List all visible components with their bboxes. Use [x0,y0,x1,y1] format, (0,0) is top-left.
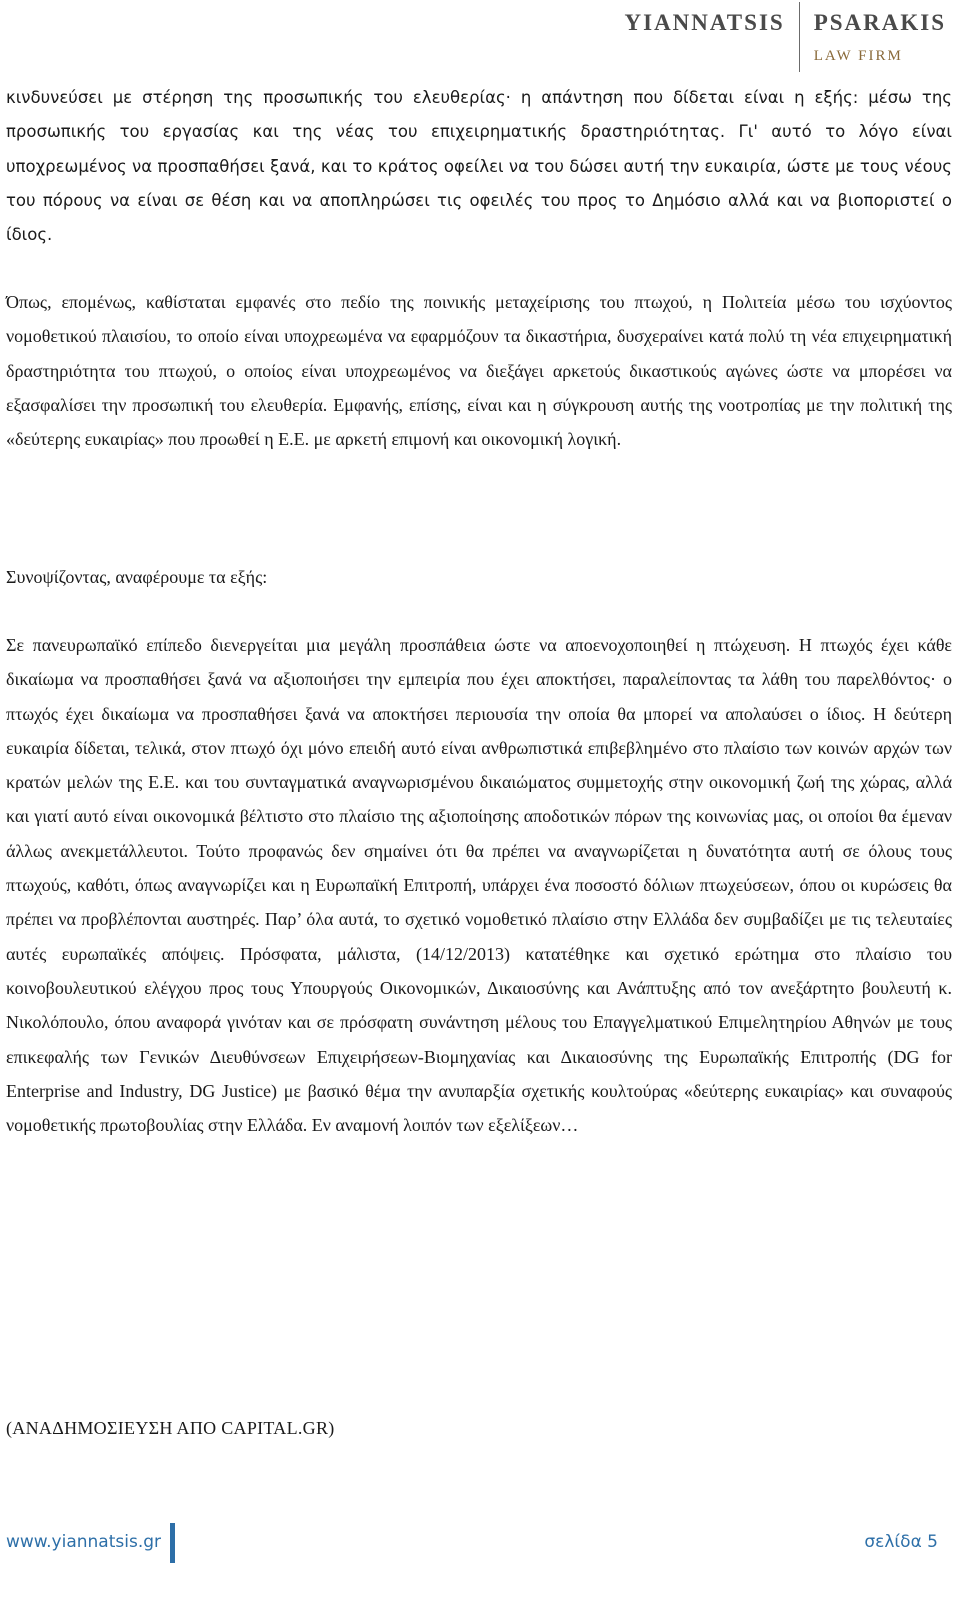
paragraph-1: κινδυνεύσει με στέρηση της προσωπικής του ελευθερίας· η απάντηση που δίδεται είναι η εξής: μέσω της προσωπικής του εργασίας και της νέας του επιχειρηματικής δραστηριότητας. Γι' αυτό το λόγο είναι υποχρεωμένος να προσπαθήσει ξανά, και το κράτος οφείλει να του δώσει αυτή την ευκαιρία, ώστε με τους νέους του πόρους να είναι σε θέση και να αποπληρώσει τις οφειλές του προς το Δημόσιο αλλά και να βιοποριστεί ο ίδιος. [6,88,952,245]
logo-subtitle: LAW FIRM [813,48,903,64]
footer-website-link[interactable]: www.yiannatsis.gr [6,1532,162,1552]
summary-heading: Συνοψίζοντας, αναφέρουμε τα εξής: [6,567,268,587]
logo-right-block [800,0,946,65]
logo-name-right: PSARAKIS [813,10,946,35]
paragraph-3: Σε πανευρωπαϊκό επίπεδο διενεργείται μια μεγάλη προσπάθεια ώστε να αποενοχοποιηθεί η πτώχευση. Η πτωχός έχει κάθε δικαίωμα να προσπαθήσει ξανά να αξιοποιήσει την εμπειρία που έχει αποκτήσει, παραλείποντας τα λάθη του παρελθόντος· ο πτωχός έχει δικαίωμα να προσπαθήσει ξανά να αποκτήσει περιουσία την οποία θα μπορεί να απολαύσει ο ίδιος. Η δεύτερη ευκαιρία δίδεται, τελικά, στον πτωχό όχι μόνο επειδή αυτό είναι ανθρωπιστικά επιβεβλημένο στο πλαίσιο των κοινών αρχών των κρατών μελών της Ε.Ε. και του συνταγματικά αναγνωρισμένου δικαιώματος συμμετοχής στην οικονομική ζωή της χώρας, αλλά και γιατί αυτό είναι οικονομικά βέλτιστο στο πλαίσιο της αξιοποίησης αποδοτικών πόρων της κοινωνίας μας, οι οποίοι θα έμεναν άλλως ανεκμετάλλευτοι. Τούτο προφανώς δεν σημαίνει ότι θα πρέπει να αναγνωρίζεται η δυνατότητα αυτή σε όλους τους πτωχούς, καθότι, όπως αναγνωρίζει και η Ευρωπαϊκή Επιτροπή, υπάρχει ένα ποσοστό δόλιων πτωχεύσεων, όπου οι κυρώσεις θα πρέπει να προβλέπονται αυστηρές. Παρ’ όλα αυτά, το σχετικό νομοθετικό πλαίσιο στην Ελλάδα δεν συμβαδίζει με τις τελευταίες αυτές ευρωπαϊκές απόψεις. Πρόσφατα, μάλιστα, (14/12/2013) κατατέθηκε και σχετικό ερώτημα στο πλαίσιο του κοινοβουλευτικού ελέγχου προς τους Υπουργούς Οικονομικών, Δικαιοσύνης και Ανάπτυξης από τον ανεξάρτητο βουλευτή κ. Νικολόπουλο, όπου αναφορά γινόταν και σε πρόσφατη συνάντηση μέλους του Επαγγελματικού Επιμελητηρίου Αθηνών με τους επικεφαλής των Γενικών Διευθύνσεων Επιχειρήσεων-Βιομηχανίας και Δικαιοσύνης της Ευρωπαϊκής Επιτροπής (DG for Enterprise and Industry, DG Justice) με βασικό θέμα την ανυπαρξία σχετικής κουλτούρας «δεύτερης ευκαιρίας» και συναφούς νομοθετικής πρωτοβουλίας στην Ελλάδα. Εν αναμονή λοιπόν των εξελίξεων… [6,635,952,1136]
page-number: σελίδα 5 [864,1532,938,1552]
logo-name-left: YIANNATSIS [624,10,785,35]
paragraph-2: Όπως, επομένως, καθίσταται εμφανές στο πεδίο της ποινικής μεταχείρισης του πτωχού, η Πολιτεία μέσω του ισχύοντος νομοθετικού πλαισίου, το οποίο είναι υποχρεωμένα να εφαρμόζουν τα δικαστήρια, δυσχεραίνει κατά πολύ τη νέα επιχειρηματική δραστηριότητα του πτωχού, ο οποίος είναι υποχρεωμένος να διεξάγει αρκετούς δικαστικούς αγώνες ώστε να μπορέσει να εξασφαλίσει την προσωπική του ελευθερία. Εμφανής, επίσης, είναι και η σύγκρουση αυτής της νοοτροπίας με την πολιτική της «δεύτερης ευκαιρίας» που προωθεί η Ε.Ε. με αρκετή επιμονή και οικονομική λογική. [6,292,952,450]
footer-divider [170,1523,175,1563]
firm-logo [625,0,946,72]
source-note: (ΑΝΑΔΗΜΟΣΙΕΥΣΗ ΑΠΟ CAPITAL.GR) [6,1418,335,1438]
